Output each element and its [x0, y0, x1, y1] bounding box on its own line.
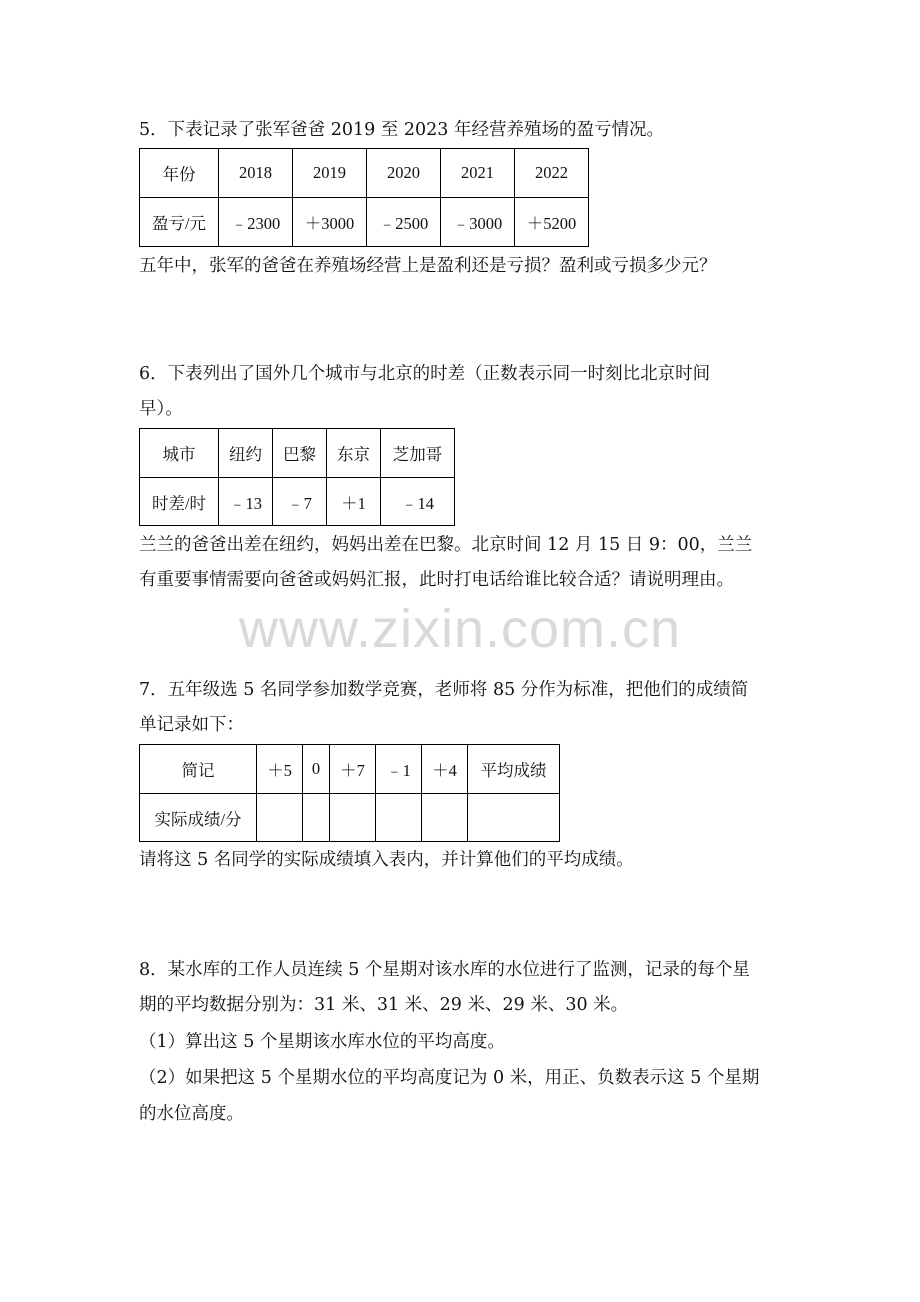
table-cell: ＋5200 [515, 198, 589, 247]
q6-question-line2: 有重要事情需要向爸爸或妈妈汇报，此时打电话给谁比较合适？请说明理由。 [139, 570, 734, 590]
table-row [140, 478, 455, 526]
q8-line2: 期的平均数据分别为：31 米、31 米、29 米、29 米、30 米。 [139, 995, 629, 1015]
table-cell: ﹣2500 [367, 198, 441, 247]
q7-table [139, 744, 560, 842]
table-row [140, 198, 589, 247]
q7-question: 请将这 5 名同学的实际成绩填入表内，并计算他们的平均成绩。 [139, 850, 634, 870]
table-header-cell: ﹣1 [376, 745, 422, 794]
table-header-cell: 2021 [441, 149, 515, 198]
table-header-cell: 年份 [140, 149, 219, 198]
q6-intro-line2: 早）。 [139, 399, 183, 419]
answer-cell[interactable] [257, 794, 303, 842]
answer-cell[interactable] [303, 794, 330, 842]
table-cell: 时差/时 [140, 478, 219, 526]
q8-line3: （1）算出这 5 个星期该水库水位的平均高度。 [139, 1032, 505, 1052]
table-header-cell: 2019 [293, 149, 367, 198]
q7-intro-line1: 7．五年级选 5 名同学参加数学竞赛，老师将 85 分作为标准，把他们的成绩简 [139, 680, 749, 700]
table-row [140, 745, 560, 794]
table-header-cell: 纽约 [219, 429, 273, 478]
answer-cell[interactable] [422, 794, 468, 842]
q8-line1: 8．某水库的工作人员连续 5 个星期对该水库的水位进行了监测，记录的每个星 [139, 960, 750, 980]
table-row [140, 429, 455, 478]
q8-line4: （2）如果把这 5 个星期水位的平均高度记为 0 米，用正、负数表示这 5 个星期 [139, 1068, 760, 1088]
table-cell: ﹣2300 [219, 198, 293, 247]
table-header-cell: ＋7 [330, 745, 376, 794]
table-header-cell: 简记 [140, 745, 257, 794]
table-header-cell: 2018 [219, 149, 293, 198]
table-header-cell: ＋4 [422, 745, 468, 794]
table-cell: ﹣14 [381, 478, 455, 526]
table-header-cell: 巴黎 [273, 429, 327, 478]
table-header-cell: 2022 [515, 149, 589, 198]
table-cell: ﹣3000 [441, 198, 515, 247]
q6-question-line1: 兰兰的爸爸出差在纽约，妈妈出差在巴黎。北京时间 12 月 15 日 9：00，兰兰 [139, 535, 753, 555]
table-cell: ﹣13 [219, 478, 273, 526]
table-header-cell: 芝加哥 [381, 429, 455, 478]
table-header-cell: 城市 [140, 429, 219, 478]
table-cell: ＋1 [327, 478, 381, 526]
table-cell: ＋3000 [293, 198, 367, 247]
q8-line5: 的水位高度。 [139, 1104, 244, 1124]
table-header-cell: ＋5 [257, 745, 303, 794]
table-cell: ﹣7 [273, 478, 327, 526]
q5-table [139, 148, 589, 247]
answer-cell[interactable] [330, 794, 376, 842]
table-header-cell: 2020 [367, 149, 441, 198]
table-row [140, 149, 589, 198]
table-header-cell: 东京 [327, 429, 381, 478]
table-cell: 实际成绩/分 [140, 794, 257, 842]
table-row [140, 794, 560, 842]
watermark: www.zixin.com.cn [238, 599, 682, 659]
table-header-cell: 0 [303, 745, 330, 794]
q5-intro: 5．下表记录了张军爸爸 2019 至 2023 年经营养殖场的盈亏情况。 [139, 120, 664, 140]
answer-cell[interactable] [376, 794, 422, 842]
q7-intro-line2: 单记录如下： [139, 715, 244, 735]
table-cell: 盈亏/元 [140, 198, 219, 247]
answer-cell[interactable] [468, 794, 560, 842]
table-header-cell: 平均成绩 [468, 745, 560, 794]
q6-intro-line1: 6．下表列出了国外几个城市与北京的时差（正数表示同一时刻比北京时间 [139, 364, 711, 384]
q5-question: 五年中，张军的爸爸在养殖场经营上是盈利还是亏损？盈利或亏损多少元？ [139, 256, 717, 276]
q6-table [139, 428, 455, 526]
